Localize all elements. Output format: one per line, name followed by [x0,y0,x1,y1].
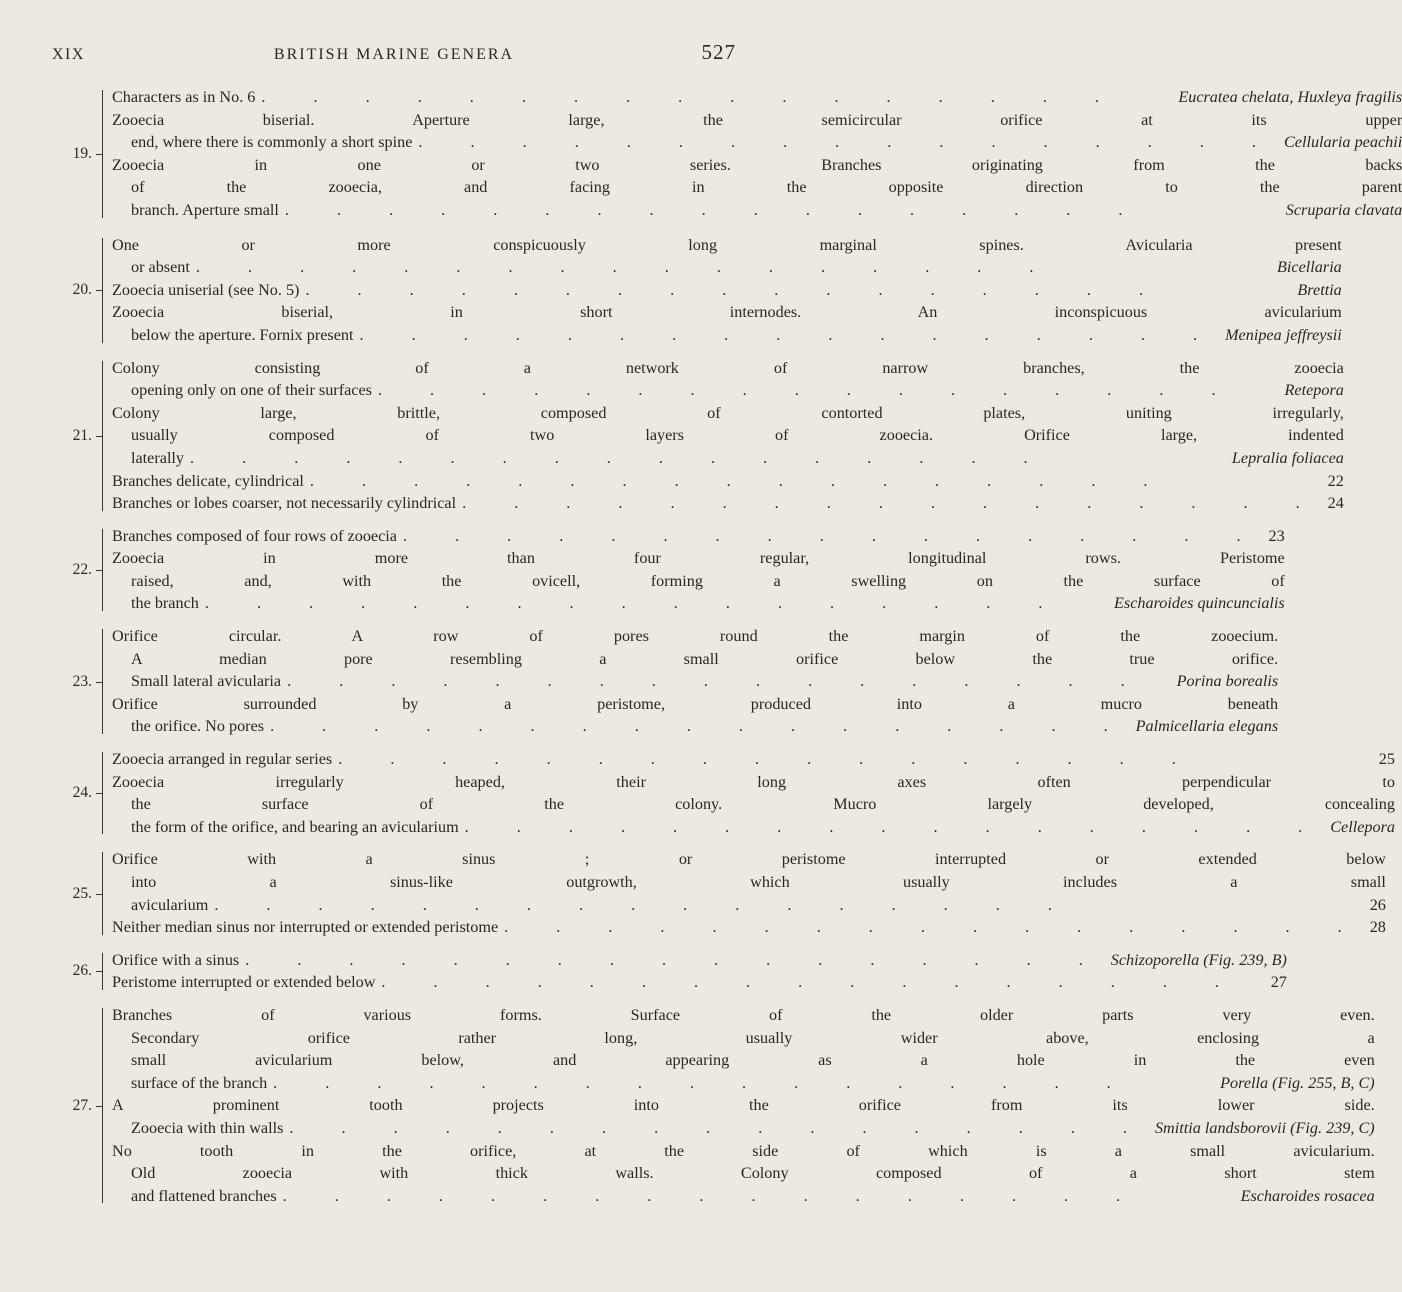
lead-text-line: Colony large, brittle, composed of contorted plates, uniting irregularly, [112,403,1344,422]
brace-bracket [96,234,112,347]
key-couplet [50,625,1279,738]
key-couplet [50,357,1344,515]
lead-final-row [112,916,1386,939]
lead-goto-number: 24 [1327,494,1344,513]
lead-taxon-name: Cellularia peachii [1283,133,1402,152]
lead-final-row [112,525,1285,548]
leader-dots: . . . . . . . . . . . . . . . . . [338,750,1198,769]
lead-text-line: Peristome interrupted or extended below [112,973,376,992]
lead-text-line: Old zooecia with thick walls. Colony composed of a short stem [131,1164,1375,1183]
lead-text-line: Branches delicate, cylindrical [112,471,304,490]
lead-text-line: avicularium [131,895,209,914]
key-couplet [50,525,1285,615]
lead-text-line: opening only on one of their surfaces [131,381,372,400]
key-lead [112,109,1402,154]
lead-goto-number: 25 [1378,750,1395,769]
key-lead [112,1004,1375,1094]
leader-dots: . . . . . . . . . . . . . . . . . [261,88,1121,106]
leader-dots: . . . . . . . . . . . . . . . . . [464,817,1325,836]
brace-bracket [96,525,112,615]
lead-text-line: into a sinus-like outgrowth, which usually includes a small [131,873,1386,891]
lead-text-line: the form of the orifice, and bearing an avicularium [131,817,459,836]
couplet-leads [112,1004,1375,1207]
key-lead [112,625,1278,693]
lead-text-line: Zooecia uniserial (see No. 5) [112,280,300,299]
key-lead [112,86,1402,109]
couplet-leads [112,86,1402,222]
identification-key [50,86,1402,1217]
key-lead [112,402,1344,470]
running-title: BRITISH MARINE GENERA [273,46,515,63]
lead-taxon-name: Cellepora [1330,817,1395,836]
leader-dots: . . . . . . . . . . . . . . . . . [190,448,1050,467]
leader-dots: . . . . . . . . . . . . . . . . . [377,381,1238,400]
couplet-leads [112,234,1342,347]
lead-text-line: or absent [131,258,190,277]
lead-taxon-name: Bicellaria [1277,258,1342,277]
lead-final-row [112,447,1344,470]
key-lead [112,470,1344,493]
lead-text-line: Zooecia biserial, in short internodes. An inconspicuous avicularium [112,303,1342,322]
lead-goto-number: 27 [1270,973,1287,992]
couplet-leads [112,848,1386,938]
lead-text-line: Characters as in No. 6 [112,88,256,106]
key-lead [112,771,1395,839]
key-lead [112,971,1287,994]
lead-final-row [112,816,1395,839]
key-lead [112,525,1285,548]
couplet-number: 19. [72,144,92,162]
lead-taxon-name: Brettia [1297,280,1342,299]
lead-taxon-name: Porina borealis [1176,672,1279,691]
lead-text-line: Orifice circular. A row of pores round the margin of the zooecium. [112,627,1279,646]
lead-text-line: surface of the branch [131,1073,268,1092]
running-header [52,36,736,66]
key-lead [112,1094,1375,1139]
lead-text-line: Orifice with a sinus ; or peristome interrupted or extended below [112,850,1386,869]
lead-text-line: Zooecia in one or two series. Branches originating from the backs [112,155,1402,174]
lead-final-row [112,131,1402,154]
leader-dots: . . . . . . . . . . . . . . . . . [462,494,1322,513]
lead-text-line: Orifice with a sinus [112,950,240,969]
couplet-leads [112,525,1285,615]
lead-final-row [112,379,1344,402]
lead-text-line: Secondary orifice rather long, usually wider above, enclosing a [131,1028,1375,1047]
lead-text-line: Orifice surrounded by a peristome, produced into a mucro beneath [112,694,1279,713]
key-couplet [50,1004,1375,1207]
lead-taxon-name: Escharoides rosacea [1240,1186,1375,1205]
lead-text-line: Branches or lobes coarser, not necessarily cylindrical [112,494,457,513]
couplet-number: 24. [72,784,92,802]
brace-bracket [96,848,112,938]
lead-taxon-name: Scruparia clavata [1285,200,1402,219]
couplet-leads [112,625,1278,738]
lead-text-line: Zooecia in more than four regular, longitudinal rows. Peristome [112,549,1285,568]
leader-dots: . . . . . . . . . . . . . . . . . [359,325,1220,344]
brace-bracket [96,357,112,515]
lead-final-row [112,670,1278,693]
lead-final-row [112,971,1287,994]
couplet-number: 25. [72,884,92,902]
leader-dots: . . . . . . . . . . . . . . . . . [214,895,1074,914]
lead-text-line: Small lateral avicularia [131,672,282,691]
leader-dots: . . . . . . . . . . . . . . . . . [305,280,1165,299]
lead-text-line: laterally [131,448,185,467]
lead-text-line: the surface of the colony. Mucro largely developed, concealing [131,795,1395,814]
lead-goto-number: 26 [1369,895,1386,914]
key-lead [112,693,1278,738]
lead-text-line: end, where there is commonly a short spine [131,133,413,152]
brace-bracket [96,748,112,838]
couplet-leads [112,949,1287,994]
key-lead [112,234,1342,279]
lead-taxon-name: Smittia landsborovii (Fig. 239, C) [1154,1118,1375,1137]
brace-bracket [96,86,112,222]
key-lead [112,154,1402,222]
lead-text-line: Zooecia biserial. Aperture large, the semicircular orifice at its upper [112,110,1402,129]
lead-text-line: A median pore resembling a small orifice below the true orifice. [131,649,1279,668]
leader-dots: . . . . . . . . . . . . . . . . . [402,526,1263,545]
key-lead [112,848,1386,916]
lead-text-line: A prominent tooth projects into the orifice from its lower side. [112,1096,1375,1115]
lead-text-line: the branch [131,594,199,613]
leader-dots: . . . . . . . . . . . . . . . . . [284,200,1145,219]
leader-dots: . . . . . . . . . . . . . . . . . [309,471,1170,490]
leader-dots: . . . . . . . . . . . . . . . . . [504,918,1364,937]
key-lead [112,748,1395,771]
key-lead [112,916,1386,939]
key-couplet [50,949,1287,994]
lead-taxon-name: Porella (Fig. 255, B, C) [1220,1073,1375,1092]
couplet-number: 21. [72,426,92,444]
leader-dots: . . . . . . . . . . . . . . . . . [270,717,1130,736]
key-couplet [50,86,1402,222]
couplet-number: 20. [72,281,92,299]
key-lead [112,1140,1375,1208]
leader-dots: . . . . . . . . . . . . . . . . . [245,950,1105,969]
lead-taxon-name: Eucratea chelata, Huxleya fragilis [1178,88,1402,106]
key-lead [112,949,1287,972]
key-couplet [50,848,1386,938]
lead-final-row [112,1072,1375,1095]
lead-text-line: Zooecia arranged in regular series [112,750,333,769]
couplet-number: 26. [72,962,92,980]
leader-dots: . . . . . . . . . . . . . . . . . [195,258,1056,277]
lead-taxon-name: Escharoides quincuncialis [1114,594,1285,613]
lead-text-line: below the aperture. Fornix present [131,325,354,344]
lead-final-row [112,949,1287,972]
lead-text-line: One or more conspicuously long marginal spines. Avicularia present [112,235,1342,254]
couplet-leads [112,748,1395,838]
lead-final-row [112,1185,1375,1208]
lead-final-row [112,1117,1375,1140]
lead-goto-number: 22 [1327,471,1344,490]
lead-taxon-name: Palmicellaria elegans [1135,717,1279,736]
lead-text-line: Zooecia irregularly heaped, their long axes often perpendicular to [112,772,1395,791]
lead-final-row [112,492,1344,515]
key-lead [112,492,1344,515]
lead-final-row [112,470,1344,493]
chapter-number: XIX [52,46,85,63]
lead-final-row [112,86,1402,109]
lead-text-line: and flattened branches [131,1186,277,1205]
leader-dots: . . . . . . . . . . . . . . . . . [282,1186,1143,1205]
couplet-number: 23. [72,672,92,690]
lead-goto-number: 23 [1268,526,1285,545]
key-lead [112,279,1342,302]
lead-final-row [112,592,1285,615]
lead-final-row [112,324,1342,347]
lead-text-line: small avicularium below, and appearing as a hole in the even [131,1051,1375,1070]
leader-dots: . . . . . . . . . . . . . . . . . [381,973,1241,992]
leader-dots: . . . . . . . . . . . . . . . . . [287,672,1147,691]
lead-text-line: No tooth in the orifice, at the side of which is a small avicularium. [112,1141,1375,1160]
key-lead [112,301,1342,346]
key-couplet [50,748,1395,838]
leader-dots: . . . . . . . . . . . . . . . . . [204,594,1065,613]
lead-final-row [112,199,1402,222]
leader-dots: . . . . . . . . . . . . . . . . . [418,133,1278,152]
lead-taxon-name: Retepora [1284,381,1344,400]
page-number: 527 [701,40,736,64]
lead-final-row [112,748,1395,771]
key-lead [112,547,1285,615]
lead-text-line: raised, and, with the ovicell, forming a swelling on the surface of [131,571,1285,590]
key-lead [112,357,1344,402]
lead-taxon-name: Schizoporella (Fig. 239, B) [1110,950,1287,969]
lead-text-line: branch. Aperture small [131,200,279,219]
couplet-leads [112,357,1344,515]
lead-final-row [112,715,1278,738]
leader-dots: . . . . . . . . . . . . . . . . . [273,1073,1133,1092]
lead-text-line: Branches composed of four rows of zooecia [112,526,397,545]
lead-text-line: of the zooecia, and facing in the opposite direction to the parent [131,178,1402,197]
lead-text-line: usually composed of two layers of zooecia. Orifice large, indented [131,426,1344,445]
lead-taxon-name: Lepralia foliacea [1231,448,1344,467]
brace-bracket [96,625,112,738]
couplet-number: 27. [72,1096,92,1114]
lead-taxon-name: Menipea jeffreysii [1225,325,1342,344]
brace-bracket [96,1004,112,1207]
lead-goto-number: 28 [1369,918,1386,937]
brace-bracket [96,949,112,994]
lead-final-row [112,256,1342,279]
lead-text-line: Branches of various forms. Surface of the older parts very even. [112,1005,1375,1024]
lead-text-line: Neither median sinus nor interrupted or extended peristome [112,918,499,937]
lead-text-line: the orifice. No pores [131,717,265,736]
lead-text-line: Zooecia with thin walls [131,1118,284,1137]
lead-text-line: Colony consisting of a network of narrow branches, the zooecia [112,358,1344,377]
leader-dots: . . . . . . . . . . . . . . . . . [289,1118,1149,1137]
couplet-number: 22. [72,560,92,578]
lead-final-row [112,279,1342,302]
key-couplet [50,234,1342,347]
lead-final-row [112,894,1386,917]
